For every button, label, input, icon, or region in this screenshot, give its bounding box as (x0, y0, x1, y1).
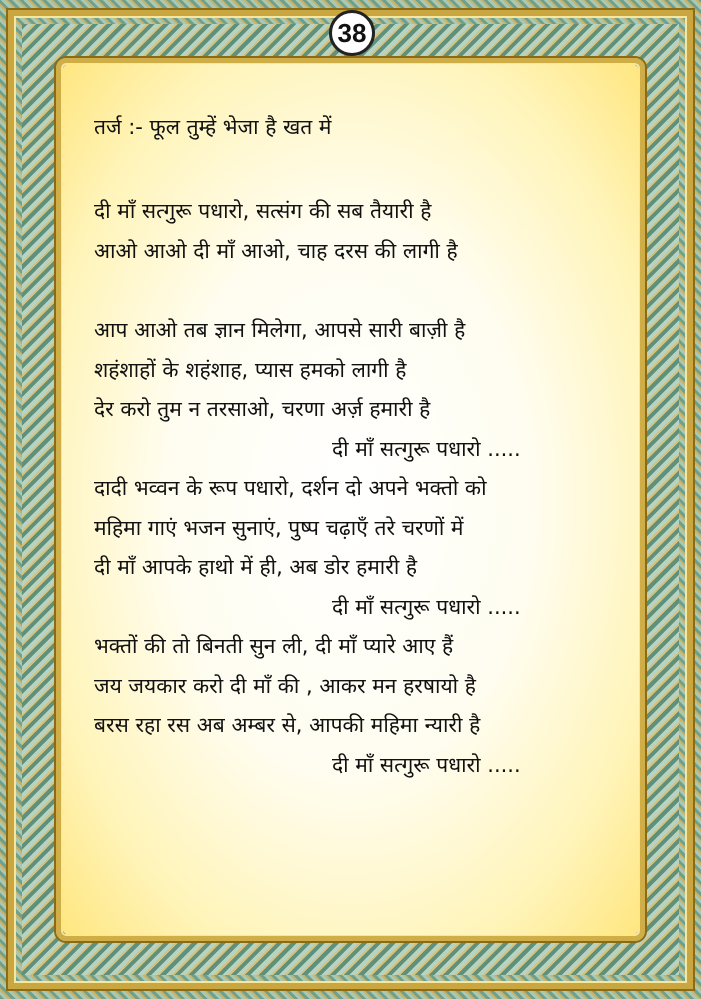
verse-line: दादी भव्वन के रूप पधारो, दर्शन दो अपने भक्तो को (94, 476, 487, 500)
bhajan-text (94, 112, 634, 785)
verse-line: दी माँ सत्गुरू पधारो, सत्संग की सब तैयारी है (94, 199, 432, 223)
refrain-line: दी माँ सत्गुरू पधारो ..... (332, 436, 521, 461)
verse-line: शहंशाहों के शहंशाह, प्यास हमको लागी है (94, 357, 407, 382)
refrain-line: दी माँ सत्गुरू पधारो ..... (332, 594, 521, 619)
verse-line: देर करो तुम न तरसाओ, चरणा अर्ज़ हमारी है (94, 397, 431, 421)
tune-line: तर्ज :- फूल तुम्हें भेजा है खत में (94, 115, 332, 139)
verse-line: भक्तों की तो बिनती सुन ली, दी माँ प्यारे आए हैं (94, 634, 454, 658)
page-number-badge: 38 (329, 10, 375, 56)
verse-line: महिमा गाएं भजन सुनाएं, पुष्प चढ़ाएँ तरे चरणों में (94, 515, 464, 540)
refrain-line: दी माँ सत्गुरू पधारो ..... (332, 752, 521, 777)
verse-line: दी माँ आपके हाथो में ही, अब डोर हमारी है (94, 555, 418, 579)
stanza-gap (94, 271, 634, 311)
verse-line: बरस रहा रस अब अम्बर से, आपकी महिमा न्यारी है (94, 713, 481, 737)
verse-line: आओ आओ दी माँ आओ, चाह दरस की लागी है (94, 238, 458, 263)
verse-line: आप आओ तब ज्ञान मिलेगा, आपसे सारी बाज़ी है (94, 318, 466, 342)
verse-line: जय जयकार करो दी माँ की , आकर मन हरषायो है (94, 673, 476, 698)
